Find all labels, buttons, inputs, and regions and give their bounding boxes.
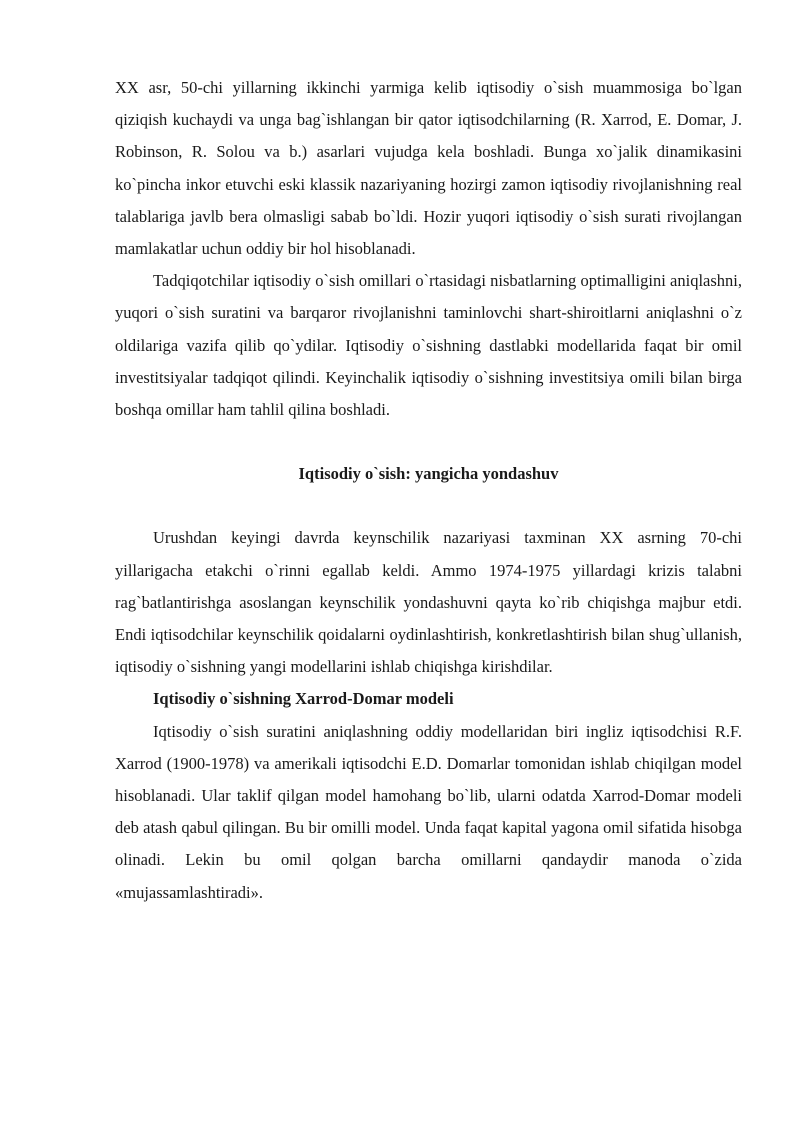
subsection-heading: Iqtisodiy o`sishning Xarrod-Domar modeli: [153, 689, 454, 709]
paragraph-keynesian: Urushdan keyingi davrda keynschilik nazariyasi taxminan XX asrning 70-chi yillarigacha etakchi o`rinni egallab keldi. Ammo 1974-1975 yillardagi krizis talabni rag`batlantirishga asoslangan keynschilik yondashuvni qayta ko`rib chiqishga majbur etdi. Endi iqtisodchilar keynschilik qoidalarni oydinlashtirish, konkretlashtirish bilan shug`ullanish, iqtisodiy o`sishning yangi modellarini ishlab chiqishga kirishdilar.: [115, 528, 742, 677]
paragraph-researchers: Tadqiqotchilar iqtisodiy o`sish omillari o`rtasidagi nisbatlarning optimalligini aniqlashni, yuqori o`sish suratini va barqaror rivojlanishni taminlovchi shart-shiroitlarni aniqlashni o`z oldilariga vazifa qilib qo`ydilar. Iqtisodiy o`sishning dastlabki modellarida faqat bir omil investitsiyalar tadqiqot qilindi. Keyinchalik iqtisodiy o`sishning investitsiya omili bilan birga boshqa omillar ham tahlil qilina boshladi.: [115, 271, 742, 420]
paragraph-harrod-domar: Iqtisodiy o`sish suratini aniqlashning oddiy modellaridan biri ingliz iqtisodchisi R.F. Xarrod (1900-1978) va amerikali iqtisodchi E.D. Domarlar tomonidan ishlab chiqilgan model hisoblanadi. Ular taklif qilgan model hamohang bo`lib, ularni odatda Xarrod-Domar modeli deb atash qabul qilingan. Bu bir omilli model. Unda faqat kapital yagona omil sifatida hisobga olinadi. Lekin bu omil qolgan barcha omillarni qandaydir manoda o`zida «mujassamlashtiradi».: [115, 721, 742, 902]
document-page: [115, 72, 742, 909]
paragraph-intro: XX asr, 50-chi yillarning ikkinchi yarmiga kelib iqtisodiy o`sish muammosiga bo`lgan qiziqish kuchaydi va unga bag`ishlangan bir qator iqtisodchilarning (R. Xarrod, E. Domar, J. Robinson, R. Solou va b.) asarlari vujudga kela boshladi. Bunga xo`jalik dinamikasini ko`pincha inkor etuvchi eski klassik nazariyaning hozirgi zamon iqtisodiy rivojlanishning real talablariga javlb bera olmasligi sabab bo`ldi. Hozir yuqori iqtisodiy o`sish surati rivojlangan mamlakatlar uchun oddiy bir hol hisoblanadi.: [115, 78, 742, 259]
section-heading: Iqtisodiy o`sish: yangicha yondashuv: [298, 464, 559, 484]
